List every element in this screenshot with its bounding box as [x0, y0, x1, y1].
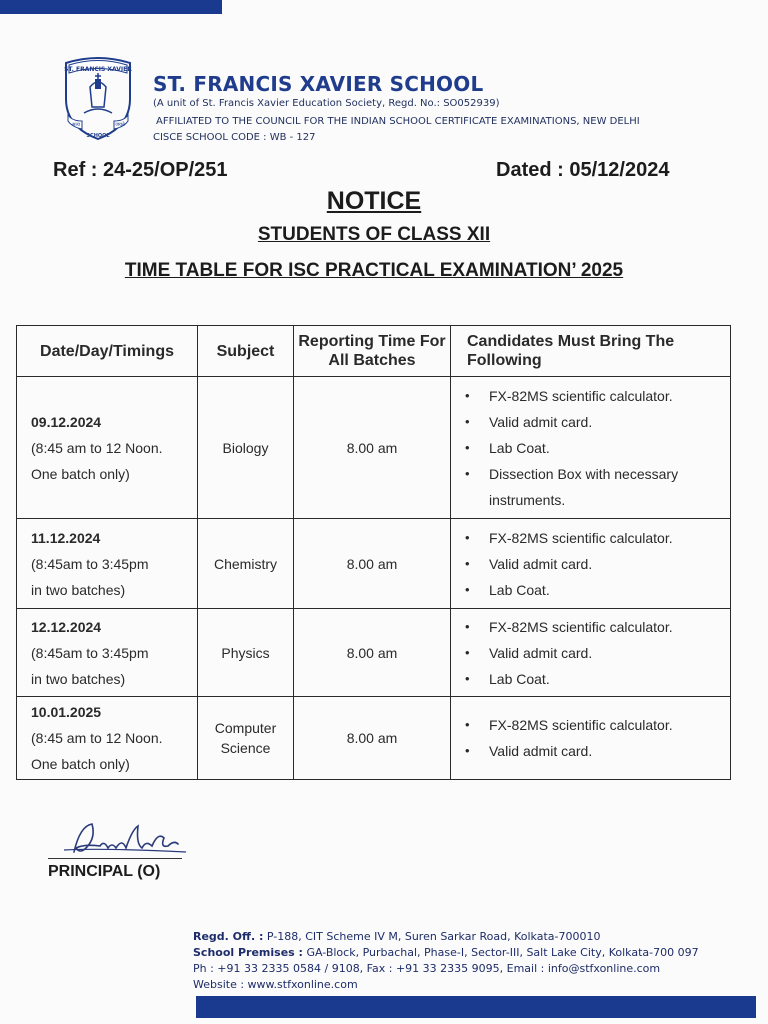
crest-school-label: SCHOOL	[86, 133, 110, 139]
footer-contact: Ph : +91 33 2335 0584 / 9108, Fax : +91 33 2335 9095, Email : info@stfxonline.com	[193, 962, 661, 975]
notice-date: Dated : 05/12/2024	[496, 159, 670, 181]
table-row	[17, 519, 731, 609]
exam-batch: in two batches)	[31, 581, 126, 598]
footer-office-address	[193, 930, 600, 943]
exam-timing: (8:45am to 3:45pm	[31, 555, 149, 572]
exam-date: 10.01.2025	[31, 704, 102, 720]
header-requirements: Candidates Must Bring The Following	[451, 326, 731, 377]
footer-office-label: Regd. Off. :	[193, 930, 264, 943]
requirements-cell	[451, 377, 731, 519]
practical-exam-timetable	[16, 325, 731, 780]
list-item: • Dissection Box with necessary instruments.	[465, 461, 722, 513]
exam-timing: (8:45 am to 12 Noon.	[31, 439, 163, 456]
notice-title: NOTICE	[326, 187, 422, 215]
list-item: • FX-82MS scientific calculator.	[465, 383, 722, 409]
list-item: • Lab Coat.	[465, 666, 722, 692]
table-header-row	[17, 326, 731, 377]
list-item: • Valid admit card.	[465, 738, 722, 764]
crest-motto-left: सत्य	[72, 122, 80, 128]
footer-premises-text: GA-Block, Purbachal, Phase-I, Sector-III, Salt Lake City, Kolkata-700 097	[302, 946, 699, 959]
list-item: • FX-82MS scientific calculator.	[465, 712, 722, 738]
date-cell	[17, 697, 198, 780]
subject-cell: Chemistry	[198, 519, 294, 609]
reporting-time-cell: 8.00 am	[294, 609, 451, 697]
subject-cell: Biology	[198, 377, 294, 519]
subject-cell: Physics	[198, 609, 294, 697]
notice-audience: STUDENTS OF CLASS XII	[257, 224, 491, 245]
header-subject: Subject	[198, 326, 294, 377]
bottom-accent-bar	[196, 996, 756, 1018]
crest-motto-top: ST. FRANCIS XAVIER	[64, 66, 132, 73]
footer-premises-label: School Premises :	[193, 946, 303, 959]
affiliation-line: AFFILIATED TO THE COUNCIL FOR THE INDIAN SCHOOL CERTIFICATE EXAMINATIONS, NEW DELHI	[156, 116, 640, 127]
list-item: • FX-82MS scientific calculator.	[465, 614, 722, 640]
exam-timing: (8:45 am to 12 Noon.	[31, 730, 163, 746]
date-cell	[17, 609, 198, 697]
list-item: • FX-82MS scientific calculator.	[465, 525, 722, 551]
subject-cell: Computer Science	[198, 697, 294, 780]
society-line: (A unit of St. Francis Xavier Education Society, Regd. No.: SO052939)	[153, 98, 500, 109]
date-cell	[17, 519, 198, 609]
school-code-line: CISCE SCHOOL CODE : WB - 127	[153, 132, 316, 143]
header-reporting-time: Reporting Time For All Batches	[294, 326, 451, 377]
footer-website: Website : www.stfxonline.com	[193, 978, 358, 991]
reporting-time-cell: 8.00 am	[294, 697, 451, 780]
signature-line	[48, 858, 182, 859]
list-item: • Valid admit card.	[465, 551, 722, 577]
list-item: • Valid admit card.	[465, 640, 722, 666]
school-crest-logo	[60, 55, 136, 141]
requirements-cell	[451, 609, 731, 697]
header-date: Date/Day/Timings	[17, 326, 198, 377]
principal-signature	[46, 818, 196, 862]
school-name: ST. FRANCIS XAVIER SCHOOL	[153, 72, 484, 96]
list-item: • Lab Coat.	[465, 435, 722, 461]
list-item: • Valid admit card.	[465, 409, 722, 435]
exam-batch: One batch only)	[31, 465, 130, 482]
exam-batch: in two batches)	[31, 670, 126, 687]
top-accent-bar	[0, 0, 222, 14]
requirements-cell	[451, 519, 731, 609]
exam-date: 11.12.2024	[31, 529, 101, 546]
footer-office-text: P-188, CIT Scheme IV M, Suren Sarkar Road, Kolkata-700010	[263, 930, 601, 943]
exam-date: 09.12.2024	[31, 413, 102, 430]
table-row	[17, 697, 731, 780]
footer-premises-address	[193, 946, 699, 959]
exam-batch: One batch only)	[31, 756, 130, 772]
list-item: • Lab Coat.	[465, 577, 722, 603]
principal-designation: PRINCIPAL (O)	[48, 863, 161, 880]
date-cell	[17, 377, 198, 519]
table-row	[17, 377, 731, 519]
reporting-time-cell: 8.00 am	[294, 377, 451, 519]
exam-timing: (8:45am to 3:45pm	[31, 644, 149, 661]
notice-subject: TIME TABLE FOR ISC PRACTICAL EXAMINATION’ 2025	[124, 260, 624, 281]
crest-motto-right: जयते	[115, 122, 125, 128]
table-row	[17, 609, 731, 697]
reporting-time-cell: 8.00 am	[294, 519, 451, 609]
exam-date: 12.12.2024	[31, 618, 102, 635]
reference-number: Ref : 24-25/OP/251	[53, 159, 228, 181]
requirements-cell	[451, 697, 731, 780]
